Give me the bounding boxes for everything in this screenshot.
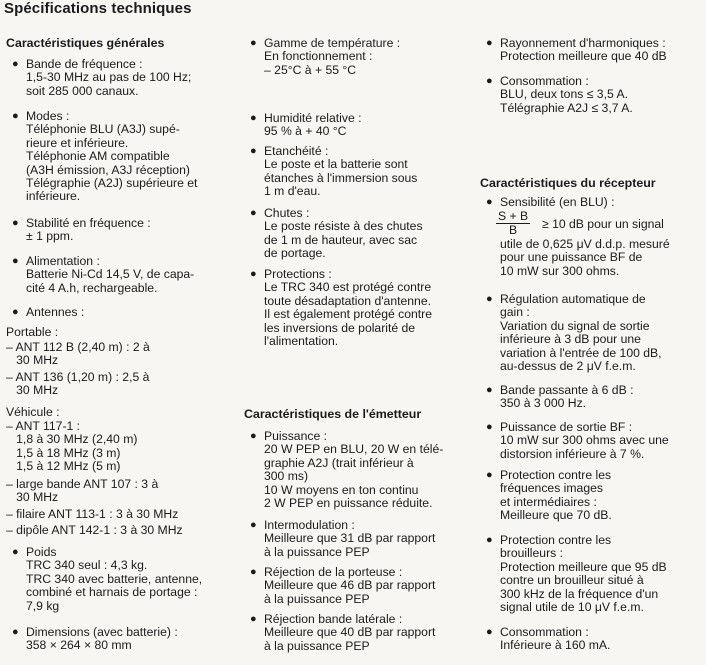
spec-value: Téléphonie BLU (A3J) supé- rieure et inférieure. Téléphonie AM compatible (A3H émission, A3J réception) Télégraphie (A2J) supérieure et inférieure. — [26, 122, 198, 204]
spec-bande-passante — [486, 384, 702, 411]
spec-antennes — [12, 306, 238, 319]
spec-regulation — [486, 293, 702, 373]
spec-chutes — [250, 207, 462, 261]
spec-label: Protection contre les fréquences images et intermédiaires : — [500, 468, 612, 509]
spec-value: ± 1 ppm. — [26, 229, 74, 244]
bullet-icon: ● — [250, 613, 257, 625]
spec-value: Meilleure que 40 dB par rapport à la puissance PEP — [264, 625, 436, 653]
spec-label: Chutes : — [264, 206, 310, 220]
spec-sensibilite — [486, 196, 702, 209]
bullet-icon: ● — [486, 37, 493, 49]
spec-bande-frequence — [12, 58, 238, 98]
spec-value: 350 à 3 000 Hz. — [500, 396, 587, 411]
spec-label: Réjection bande latérale : — [264, 612, 403, 626]
section-heading-recepteur: Caractéristiques du récepteur — [480, 176, 656, 190]
bullet-icon: ● — [250, 519, 257, 531]
bullet-icon: ● — [486, 384, 493, 396]
spec-value: 10 mW sur 300 ohms avec une distorsion inférieure à 7 %. — [500, 433, 669, 461]
spec-label: Bande passante à 6 dB : — [500, 383, 634, 397]
spec-value: Variation du signal de sortie inférieure à 3 dB pour une variation à l'entrée de 100 dB, au-dessus de 2 μV f.e.m. — [500, 318, 662, 374]
spec-alimentation — [12, 255, 238, 295]
spec-label: Gamme de température : — [264, 36, 401, 50]
spec-label: Protections : — [264, 267, 332, 281]
spec-protection-images — [486, 469, 702, 523]
fraction-numerator: S + B — [498, 209, 529, 223]
spec-value: 95 % à + 40 °C — [264, 124, 347, 139]
spec-value: TRC 340 seul : 4,3 kg. TRC 340 avec batterie, antenne, combiné et harnais de portage : 7,9 kg — [26, 558, 203, 613]
spec-value: utile de 0,625 μV d.d.p. mesuré pour une puissance BF de 10 mW sur 300 ohms. — [500, 237, 670, 278]
antenna-item: – ANT 136 (1,20 m) : 2,5 à 30 MHz — [6, 370, 150, 398]
spec-label: Régulation automatique de gain : — [500, 292, 646, 320]
spec-label: Etanchéité : — [264, 144, 329, 158]
spec-label: Réjection de la porteuse : — [264, 565, 403, 579]
spec-value: Protection meilleure que 95 dB contre un brouilleur situé à 300 kHz de la fréquence d'un signal utile de 10 μV f.e.m. — [500, 559, 667, 615]
bullet-icon: ● — [250, 268, 257, 280]
bullet-icon: ● — [486, 534, 493, 546]
spec-label: Poids — [26, 545, 57, 559]
spec-protection-brouilleurs — [486, 534, 702, 614]
bullet-icon: ● — [486, 421, 493, 433]
antenna-item: – ANT 112 B (2,40 m) : 2 à 30 MHz — [6, 340, 150, 368]
spec-label: Alimentation : — [26, 254, 100, 268]
spec-label: Sensibilité (en BLU) : — [500, 195, 615, 209]
spec-poids — [12, 546, 238, 613]
spec-consommation-emission — [486, 75, 702, 115]
bullet-icon: ● — [486, 75, 493, 87]
antenna-item: – large bande ANT 107 : 3 à 30 MHz — [6, 477, 159, 505]
spec-value: Le TRC 340 est protégé contre toute désadaptation d'antenne. Il est également protégé contre les inversions de polarité de l'alimentation. — [264, 280, 433, 349]
spec-label: Antennes : — [26, 305, 85, 319]
antenna-group-portable: Portable : — [6, 325, 59, 339]
spec-label: Modes : — [26, 109, 70, 123]
spec-label: Humidité relative : — [264, 111, 362, 125]
spec-value: Inférieure à 160 mA. — [500, 638, 611, 653]
sensibilite-inline: ≥ 10 dB pour un signal — [542, 217, 664, 231]
page-title: Spécifications techniques — [4, 0, 192, 17]
spec-label: Rayonnement d'harmoniques : — [500, 36, 666, 50]
spec-value: Le poste résiste à des chutes de 1 m de hauteur, avec sac de portage. — [264, 219, 423, 261]
section-heading-general: Caractéristiques générales — [6, 36, 165, 50]
spec-protections — [250, 268, 462, 348]
spec-puissance — [250, 430, 462, 510]
spec-label: Consommation : — [500, 74, 589, 88]
fraction-denominator: B — [509, 223, 518, 237]
bullet-icon: ● — [486, 626, 493, 638]
spec-rayonnement — [486, 37, 702, 64]
spec-value: Batterie Ni-Cd 14,5 V, de capa- cité 4 A.h, rechargeable. — [26, 267, 195, 295]
spec-label: Puissance de sortie BF : — [500, 420, 633, 434]
spec-etancheite — [250, 145, 462, 199]
bullet-icon: ● — [12, 217, 19, 229]
spec-consommation-reception — [486, 626, 702, 653]
spec-rejection-bande — [250, 613, 462, 653]
bullet-icon: ● — [250, 566, 257, 578]
spec-dimensions — [12, 626, 238, 653]
bullet-icon: ● — [250, 430, 257, 442]
spec-puissance-bf — [486, 421, 702, 461]
bullet-icon: ● — [250, 37, 257, 49]
spec-value: Le poste et la batterie sont étanches à l'immersion sous 1 m d'eau. — [264, 157, 418, 199]
spec-label: Consommation : — [500, 625, 589, 639]
spec-value: Meilleure que 46 dB par rapport à la puissance PEP — [264, 578, 436, 606]
spec-value: 20 W PEP en BLU, 20 W en télé- graphie A2J (trait inférieur à 300 ms) 10 W moyens en ton continu 2 W PEP en puissance réduite. — [264, 442, 444, 511]
bullet-icon: ● — [12, 306, 19, 318]
bullet-icon: ● — [486, 196, 493, 208]
spec-value: Meilleure que 70 dB. — [500, 508, 612, 523]
spec-stabilite — [12, 217, 238, 244]
spec-value: BLU, deux tons ≤ 3,5 A. Télégraphie A2J ≤ 3,7 A. — [500, 87, 633, 115]
bullet-icon: ● — [12, 58, 19, 70]
bullet-icon: ● — [250, 145, 257, 157]
spec-value: Protection meilleure que 40 dB — [500, 49, 667, 64]
spec-label: Protection contre les brouilleurs : — [500, 533, 612, 561]
bullet-icon: ● — [486, 469, 493, 481]
antenna-item: – filaire ANT 113-1 : 3 à 30 MHz — [6, 507, 179, 521]
spec-value: Meilleure que 31 dB par rapport à la puissance PEP — [264, 531, 436, 559]
spec-rejection-porteuse — [250, 566, 462, 606]
section-heading-emetteur: Caractéristiques de l'émetteur — [244, 407, 422, 421]
fraction-s-plus-b-over-b — [496, 210, 530, 237]
bullet-icon: ● — [12, 255, 19, 267]
spec-value: 1,5-30 MHz au pas de 100 Hz; soit 285 000 canaux. — [26, 70, 192, 98]
spec-label: Intermodulation : — [264, 518, 355, 532]
bullet-icon: ● — [250, 112, 257, 124]
bullet-icon: ● — [486, 293, 493, 305]
spec-value: 358 × 264 × 80 mm — [26, 638, 132, 653]
spec-label: Bande de fréquence : — [26, 57, 143, 71]
antenna-item: – dipôle ANT 142-1 : 3 à 30 MHz — [6, 523, 183, 537]
spec-temperature — [250, 37, 462, 77]
bullet-icon: ● — [12, 110, 19, 122]
antenna-group-vehicule: Véhicule : — [6, 405, 60, 419]
spec-humidite — [250, 112, 462, 139]
spec-label: Stabilité en fréquence : — [26, 216, 151, 230]
bullet-icon: ● — [12, 626, 19, 638]
spec-value: En fonctionnement : – 25°C à + 55 °C — [264, 49, 373, 77]
spec-modes — [12, 110, 238, 204]
bullet-icon: ● — [12, 546, 19, 558]
spec-label: Dimensions (avec batterie) : — [26, 625, 178, 639]
spec-intermodulation — [250, 519, 462, 559]
bullet-icon: ● — [250, 207, 257, 219]
antenna-item: – ANT 117-1 : 1,8 à 30 MHz (2,40 m) 1,5 à 18 MHz (3 m) 1,5 à 12 MHz (5 m) — [6, 419, 138, 474]
spec-label: Puissance : — [264, 429, 328, 443]
